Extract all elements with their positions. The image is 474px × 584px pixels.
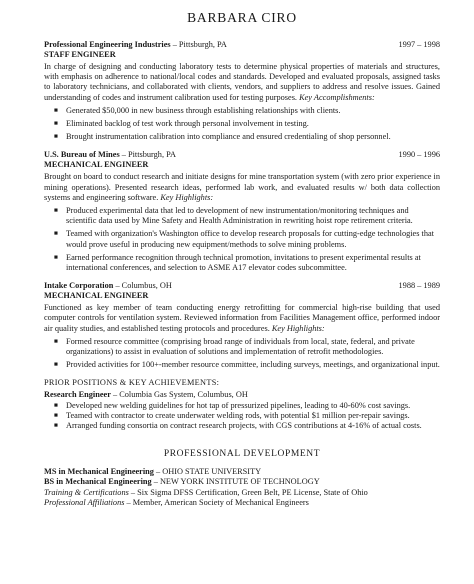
- prior-positions: [44, 378, 440, 431]
- development-text: – OHIO STATE UNIVERSITY: [153, 467, 262, 477]
- job-employer: U.S. Bureau of Mines: [44, 150, 120, 160]
- development-line: [44, 477, 440, 487]
- prior-bullet: ■ Arranged funding consortia on contract research projects, with CGS contributions at 4-16% of actual costs.: [66, 421, 440, 431]
- development-line: [44, 498, 440, 508]
- prior-bullet: ■ Developed new welding guidelines for hot tap of pressurized pipelines, leading to 40-60% cost savings.: [66, 401, 440, 411]
- job-description: [44, 303, 440, 334]
- development-label: BS in Mechanical Engineering: [44, 477, 152, 487]
- job-bullet: ■ Produced experimental data that led to development of new instrumentation/monitoring techniques and scientific data used by Mine Safety and Health Administration in rewriting hoist rope retirement criteria.: [66, 206, 440, 226]
- prior-bullet: ■ Teamed with contractor to create underwater welding rods, with potential $1 million per-repair savings.: [66, 411, 440, 421]
- job-description: [44, 62, 440, 103]
- prior-role: Research Engineer: [44, 390, 111, 400]
- job-title: MECHANICAL ENGINEER: [44, 291, 149, 301]
- job-dates: 1997 – 1998: [398, 40, 440, 49]
- prior-bullets: [44, 401, 440, 432]
- development-label: MS in Mechanical Engineering: [44, 467, 154, 477]
- job-header: [44, 40, 440, 50]
- job-bullet: ■ Teamed with organization's Washington office to develop research proposals for cutting-edge technologies that would prove useful in producing new equipment/methods to solve mining problems.: [66, 229, 440, 249]
- job-location: – Pittsburgh, PA: [119, 150, 176, 160]
- prior-role-line: [44, 390, 440, 400]
- resume-page: [44, 10, 440, 508]
- development-heading-text: PROFESSIONAL DEVELOPMENT: [163, 449, 321, 460]
- job-header: [44, 150, 440, 160]
- job-bullet: ■ Provided activities for 100+-member resource committee, including surveys, meetings, and organizational input.: [66, 360, 440, 370]
- job-dates: 1988 – 1989: [398, 281, 440, 291]
- job-entry: [44, 40, 440, 142]
- development-label: Professional Affiliations: [44, 497, 125, 507]
- development-text: – Member, American Society of Mechanical Engineers: [124, 497, 309, 507]
- job-location: – Pittsburgh, PA: [170, 40, 227, 49]
- development-heading: [44, 449, 440, 459]
- job-entry: [44, 281, 440, 370]
- resume-name: [44, 10, 440, 26]
- development-text: – NEW YORK INSTITUTE OF TECHNOLOGY: [151, 477, 320, 487]
- name-text: BARBARA CIRO: [187, 10, 297, 25]
- job-location: – Columbus, OH: [113, 281, 172, 291]
- job-description: [44, 172, 440, 203]
- job-entry: [44, 150, 440, 273]
- job-bullet: ■ Eliminated backlog of test work through personal involvement in testing.: [66, 119, 440, 129]
- job-bullet: ■ Brought instrumentation calibration into compliance and ensured credentialing of shop personnel.: [66, 132, 440, 142]
- prior-heading: PRIOR POSITIONS & KEY ACHIEVEMENTS:: [44, 378, 220, 388]
- job-header: [44, 281, 440, 291]
- job-highlights-label: Key Highlights:: [160, 192, 214, 202]
- job-employer-line: [44, 40, 227, 50]
- job-bullet: ■ Generated $50,000 in new business through establishing relationships with clients.: [66, 106, 440, 116]
- job-title: MECHANICAL ENGINEER: [44, 160, 149, 170]
- job-employer: Professional Engineering Industries: [44, 40, 171, 49]
- job-bullets: [44, 106, 440, 143]
- job-bullets: [44, 206, 440, 273]
- prior-role-detail: – Columbia Gas System, Columbus, OH: [110, 390, 248, 400]
- development-text: – Six Sigma DFSS Certification, Green Belt, PE License, State of Ohio: [128, 487, 368, 497]
- job-highlights-label: Key Highlights:: [271, 323, 325, 333]
- development-line: [44, 488, 440, 498]
- job-description-text: Functioned as key member of team conducting energy retrofitting for commercial high-rise building that used computer controls for ventilation system. Reviewed information from Facilities Management office, performed indoor air quality studies, and established testing protocols and procedures.: [44, 303, 440, 333]
- job-highlights-label: Key Accomplishments:: [299, 92, 375, 102]
- job-bullet: ■ Earned performance recognition through technical promotion, invitations to present experimental results at international conferences, and selection to ASME A17 elevator codes subcommittee.: [66, 253, 440, 273]
- job-dates: 1990 – 1996: [398, 150, 440, 160]
- development-line: [44, 467, 440, 477]
- job-employer-line: [44, 281, 172, 291]
- job-title: STAFF ENGINEER: [44, 50, 116, 59]
- job-description-text: In charge of designing and conducting laboratory tests to determine physical properties of materials and structures, with emphasis on adherence to national/local codes and standards. Developed and evaluated proposals, assigned tasks to laboratory technicians, and collaborated with clients, vendors, and suppliers to address and resolve issues. Gained understanding of codes and instrument calibration used for testing purposes.: [44, 62, 440, 102]
- job-description-text: Brought on board to conduct research and initiate designs for mine transportation system (with zero prior experience in mining operations). Presented research ideas, performed lab work, and evaluated results w/ both data collection systems and engineering software.: [44, 172, 440, 202]
- development-label: Training & Certifications: [44, 487, 129, 497]
- job-employer-line: [44, 150, 176, 160]
- development-list: [44, 467, 440, 508]
- job-employer: Intake Corporation: [44, 281, 114, 291]
- job-bullet: ■ Formed resource committee (comprising broad range of individuals from local, state, federal, and private organizations) to assist in evaluation of solutions and implementation of retrofit methodologies.: [66, 337, 440, 357]
- job-bullets: [44, 337, 440, 371]
